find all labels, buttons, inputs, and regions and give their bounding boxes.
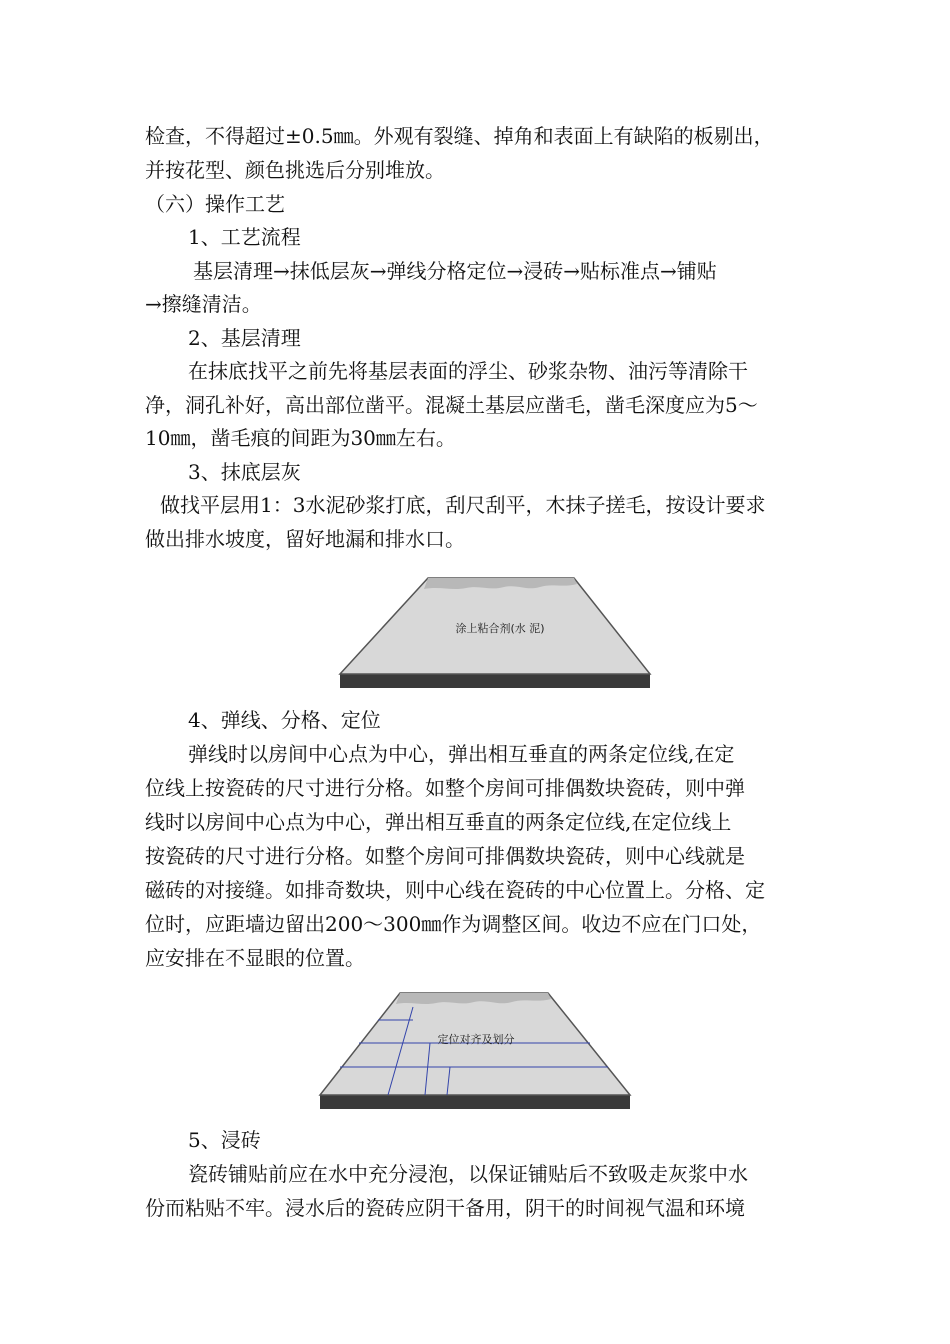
adhesive-figure	[330, 570, 660, 690]
subsection-heading: 5、浸砖	[188, 1128, 261, 1152]
text-line: 做找平层用1：3水泥砂浆打底，刮尺刮平，木抹子搓毛，按设计要求	[160, 493, 766, 517]
slab-edge	[340, 674, 650, 688]
subsection-heading: 2、基层清理	[188, 326, 301, 350]
text-line: 位线上按瓷砖的尺寸进行分格。如整个房间可排偶数块瓷砖，则中弹	[145, 776, 745, 800]
text-line: 瓷砖铺贴前应在水中充分浸泡，以保证铺贴后不致吸走灰浆中水	[188, 1162, 748, 1186]
subsection-heading: 3、抹底层灰	[188, 460, 301, 484]
text-line: 净，洞孔补好，高出部位凿平。混凝土基层应凿毛，凿毛深度应为5～	[145, 393, 758, 417]
text-line: 在抹底找平之前先将基层表面的浮尘、砂浆杂物、油污等清除干	[188, 359, 748, 383]
text-line: 按瓷砖的尺寸进行分格。如整个房间可排偶数块瓷砖，则中心线就是	[145, 844, 745, 868]
text-line: 磁砖的对接缝。如排奇数块，则中心线在瓷砖的中心位置上。分格、定	[145, 878, 765, 902]
text-line: 应安排在不显眼的位置。	[145, 946, 365, 970]
text-line: 份而粘贴不牢。浸水后的瓷砖应阴干备用，阴干的时间视气温和环境	[145, 1196, 745, 1220]
subsection-heading: 4、弹线、分格、定位	[188, 708, 381, 732]
text-line: 线时以房间中心点为中心，弹出相互垂直的两条定位线,在定位线上	[145, 810, 732, 834]
adhesive-label: 涂上粘合剂(水 泥)	[455, 622, 545, 635]
text-line: 并按花型、颜色挑选后分别堆放。	[145, 158, 445, 182]
text-line: 10㎜，凿毛痕的间距为30㎜左右。	[145, 426, 456, 450]
text-line: →擦缝清洁。	[145, 292, 262, 316]
grid-label: 定位对齐及划分	[437, 1033, 515, 1046]
text-line: 位时，应距墙边留出200～300㎜作为调整区间。收边不应在门口处，	[145, 912, 762, 936]
subsection-heading: 1、工艺流程	[188, 225, 301, 249]
grid-figure	[310, 985, 640, 1113]
text-line: 检查，不得超过±0.5㎜。外观有裂缝、掉角和表面上有缺陷的板剔出，	[145, 124, 774, 148]
slab-edge	[320, 1095, 630, 1109]
section-heading: （六）操作工艺	[145, 192, 285, 216]
text-line: 弹线时以房间中心点为中心，弹出相互垂直的两条定位线,在定	[188, 742, 735, 766]
text-line: 基层清理→抹低层灰→弹线分格定位→浸砖→贴标准点→铺贴	[193, 259, 717, 283]
text-line: 做出排水坡度，留好地漏和排水口。	[145, 527, 465, 551]
